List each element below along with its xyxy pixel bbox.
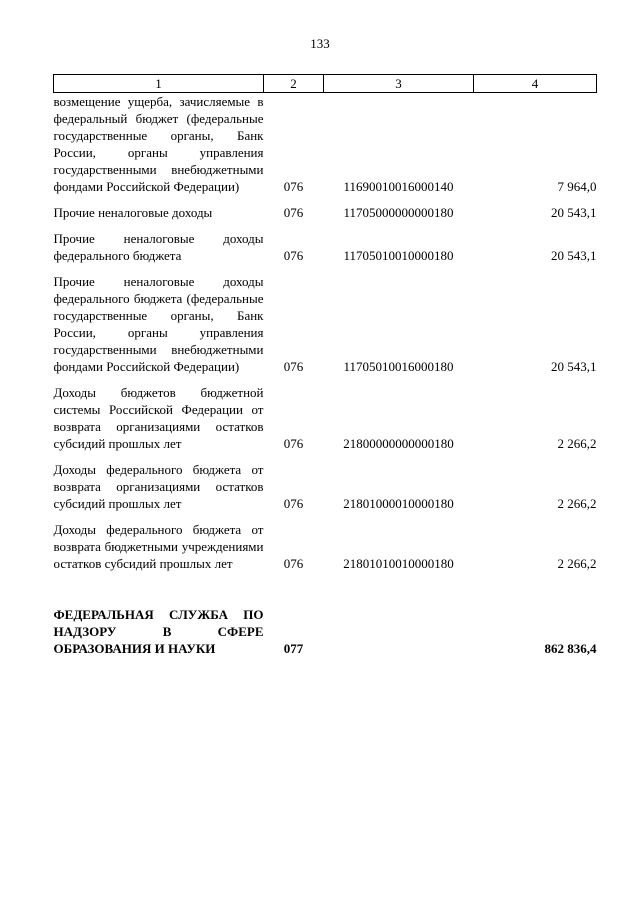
row-kbk-code: 11705010016000180 xyxy=(343,359,454,374)
row-description: Доходы федерального бюджета от возврата организациями остатков субсидий прошлых лет xyxy=(53,462,264,511)
row-amount: 2 266,2 xyxy=(557,556,597,571)
row-admin-code: 076 xyxy=(283,436,304,451)
row-admin-code: 076 xyxy=(283,179,304,194)
table-row xyxy=(54,93,597,196)
table-header xyxy=(54,75,597,93)
row-admin-code: 076 xyxy=(283,359,304,374)
column-header-2: 2 xyxy=(264,75,324,93)
row-admin-code: 076 xyxy=(283,556,304,571)
table-body xyxy=(54,93,597,658)
row-kbk-code: 21801010010000180 xyxy=(343,556,454,571)
page-number: 133 xyxy=(310,36,330,51)
row-kbk-code: 11690010016000140 xyxy=(343,179,454,194)
table-row xyxy=(54,375,597,452)
row-description: возмещение ущерба, зачисляемые в федеральный бюджет (федеральные государственные органы, Банк России, органы управления государственными внебюджетными фондами Российской Федерации) xyxy=(53,94,264,194)
row-amount: 2 266,2 xyxy=(557,496,597,511)
column-header-1: 1 xyxy=(54,75,264,93)
section-admin-code: 077 xyxy=(283,641,304,656)
section-total-amount: 862 836,4 xyxy=(544,641,597,656)
table-row xyxy=(54,512,597,572)
row-description: Доходы федерального бюджета от возврата бюджетными учреждениями остатков субсидий прошлых лет xyxy=(53,522,264,571)
row-amount: 20 543,1 xyxy=(551,248,597,263)
table-row xyxy=(54,195,597,221)
row-amount: 20 543,1 xyxy=(551,205,597,220)
row-admin-code: 076 xyxy=(283,496,304,511)
column-header-4: 4 xyxy=(474,75,597,93)
section-kbk-code xyxy=(324,572,474,657)
section-title: ФЕДЕРАЛЬНАЯ СЛУЖБА ПО НАДЗОРУ В СФЕРЕ ОБРАЗОВАНИЯ И НАУКИ xyxy=(53,607,264,656)
row-kbk-code: 21800000000000180 xyxy=(343,436,454,451)
budget-table xyxy=(53,74,597,657)
row-amount: 20 543,1 xyxy=(551,359,597,374)
row-kbk-code: 11705000000000180 xyxy=(343,205,454,220)
table-row xyxy=(54,221,597,264)
row-description: Прочие неналоговые доходы xyxy=(53,205,213,220)
table-row xyxy=(54,452,597,512)
section-header-row xyxy=(54,572,597,657)
row-amount: 7 964,0 xyxy=(557,179,597,194)
row-description: Прочие неналоговые доходы федерального бюджета (федеральные государственные органы, Банк России, органы управления государственными внебюджетными фондами Российской Федерации) xyxy=(53,274,264,374)
row-description: Прочие неналоговые доходы федерального бюджета xyxy=(53,231,264,263)
column-number-row xyxy=(54,75,597,93)
row-amount: 2 266,2 xyxy=(557,436,597,451)
row-admin-code: 076 xyxy=(283,248,304,263)
row-kbk-code: 11705010010000180 xyxy=(343,248,454,263)
column-header-3: 3 xyxy=(324,75,474,93)
table-row xyxy=(54,264,597,375)
row-kbk-code: 21801000010000180 xyxy=(343,496,454,511)
row-admin-code: 076 xyxy=(283,205,304,220)
row-description: Доходы бюджетов бюджетной системы Российской Федерации от возврата организациями остатков субсидий прошлых лет xyxy=(53,385,264,451)
